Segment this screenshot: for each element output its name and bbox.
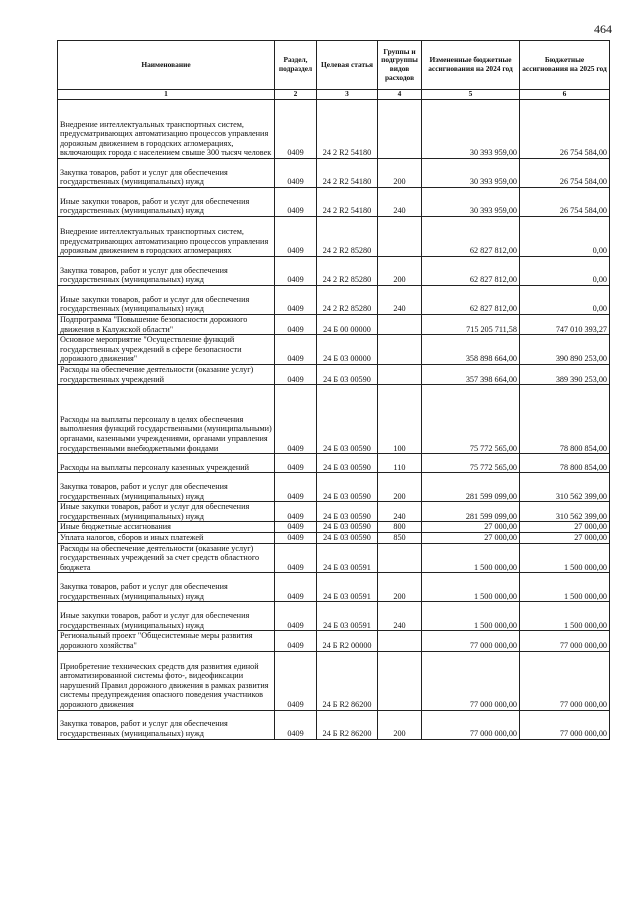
row-budget2025: 0,00 — [520, 286, 610, 315]
row-target: 24 2 R2 54180 — [317, 100, 378, 159]
row-amended: 62 827 812,00 — [422, 257, 520, 286]
row-budget2025: 310 562 399,00 — [520, 473, 610, 502]
row-target: 24 Б 03 00590 — [317, 454, 378, 473]
row-budget2025: 747 010 393,27 — [520, 315, 610, 335]
row-section: 0409 — [275, 188, 317, 217]
row-group: 200 — [378, 257, 422, 286]
header-section: Раздел, подраздел — [275, 41, 317, 90]
row-group: 200 — [378, 473, 422, 502]
row-name: Иные закупки товаров, работ и услуг для обеспечения государственных (муниципальных) нужд — [58, 286, 275, 315]
table-row — [58, 315, 610, 335]
row-group — [378, 100, 422, 159]
row-name: Иные закупки товаров, работ и услуг для обеспечения государственных (муниципальных) нужд — [58, 602, 275, 631]
row-amended: 75 772 565,00 — [422, 454, 520, 473]
column-number: 6 — [520, 90, 610, 100]
row-group: 850 — [378, 532, 422, 543]
row-amended: 62 827 812,00 — [422, 217, 520, 257]
row-section: 0409 — [275, 159, 317, 188]
row-budget2025: 27 000,00 — [520, 532, 610, 543]
row-name: Закупка товаров, работ и услуг для обеспечения государственных (муниципальных) нужд — [58, 159, 275, 188]
header-amended: Измененные бюджетные ассигнования на 2024 год — [422, 41, 520, 90]
row-name: Иные закупки товаров, работ и услуг для обеспечения государственных (муниципальных) нужд — [58, 502, 275, 522]
row-budget2025: 27 000,00 — [520, 522, 610, 533]
row-group: 200 — [378, 710, 422, 739]
row-name: Внедрение интеллектуальных транспортных систем, предусматривающих автоматизацию процессов управления дорожным движением в городских агломерациях, включающих города с населением свыше 300 тысяч человек — [58, 100, 275, 159]
row-name: Внедрение интеллектуальных транспортных систем, предусматривающих автоматизацию процессов управления дорожным движением в городских агломерациях — [58, 217, 275, 257]
table-row — [58, 532, 610, 543]
row-amended: 30 393 959,00 — [422, 188, 520, 217]
header-target: Целевая статья — [317, 41, 378, 90]
row-amended: 77 000 000,00 — [422, 651, 520, 710]
row-amended: 77 000 000,00 — [422, 710, 520, 739]
row-section: 0409 — [275, 473, 317, 502]
row-group: 240 — [378, 602, 422, 631]
column-number: 5 — [422, 90, 520, 100]
table-row — [58, 335, 610, 365]
row-name: Приобретение технических средств для развития единой автоматизированной системы фото-, видеофиксации нарушений Правил дорожного движения в рамках развития системы предупреждения опасного поведения участников дорожного движения — [58, 651, 275, 710]
table-row — [58, 364, 610, 384]
header-name: Наименование — [58, 41, 275, 90]
row-target: 24 2 R2 54180 — [317, 159, 378, 188]
row-name: Закупка товаров, работ и услуг для обеспечения государственных (муниципальных) нужд — [58, 473, 275, 502]
row-target: 24 Б 03 00000 — [317, 335, 378, 365]
row-budget2025: 26 754 584,00 — [520, 100, 610, 159]
row-target: 24 2 R2 85280 — [317, 286, 378, 315]
row-group: 240 — [378, 502, 422, 522]
row-budget2025: 389 390 253,00 — [520, 364, 610, 384]
row-group — [378, 631, 422, 651]
row-group — [378, 543, 422, 573]
row-target: 24 Б 03 00590 — [317, 502, 378, 522]
row-group: 110 — [378, 454, 422, 473]
row-section: 0409 — [275, 257, 317, 286]
row-group: 240 — [378, 286, 422, 315]
row-target: 24 Б R2 86200 — [317, 651, 378, 710]
budget-table — [57, 40, 610, 740]
row-name: Расходы на выплаты персоналу казенных учреждений — [58, 454, 275, 473]
table-row — [58, 159, 610, 188]
row-group — [378, 364, 422, 384]
header-budget2025: Бюджетные ассигнования на 2025 год — [520, 41, 610, 90]
table-row — [58, 710, 610, 739]
row-name: Расходы на обеспечение деятельности (оказание услуг) государственных учреждений за счет средств областного бюджета — [58, 543, 275, 573]
column-number-row — [58, 90, 610, 100]
row-budget2025: 77 000 000,00 — [520, 651, 610, 710]
row-name: Закупка товаров, работ и услуг для обеспечения государственных (муниципальных) нужд — [58, 257, 275, 286]
row-section: 0409 — [275, 315, 317, 335]
row-section: 0409 — [275, 335, 317, 365]
row-group — [378, 335, 422, 365]
row-budget2025: 78 800 854,00 — [520, 454, 610, 473]
row-amended: 357 398 664,00 — [422, 364, 520, 384]
row-budget2025: 310 562 399,00 — [520, 502, 610, 522]
table-row — [58, 543, 610, 573]
row-group: 800 — [378, 522, 422, 533]
row-group: 200 — [378, 159, 422, 188]
row-amended: 1 500 000,00 — [422, 543, 520, 573]
row-target: 24 Б 03 00591 — [317, 573, 378, 602]
row-section: 0409 — [275, 522, 317, 533]
row-name: Расходы на обеспечение деятельности (оказание услуг) государственных учреждений — [58, 364, 275, 384]
row-section: 0409 — [275, 364, 317, 384]
row-group: 200 — [378, 573, 422, 602]
row-section: 0409 — [275, 100, 317, 159]
row-amended: 281 599 099,00 — [422, 502, 520, 522]
row-section: 0409 — [275, 651, 317, 710]
row-target: 24 Б 03 00590 — [317, 364, 378, 384]
table-row — [58, 188, 610, 217]
page-number: 464 — [594, 22, 612, 36]
row-target: 24 2 R2 54180 — [317, 188, 378, 217]
row-amended: 77 000 000,00 — [422, 631, 520, 651]
row-name: Региональный проект "Общесистемные меры развития дорожного хозяйства" — [58, 631, 275, 651]
table-row — [58, 257, 610, 286]
row-name: Закупка товаров, работ и услуг для обеспечения государственных (муниципальных) нужд — [58, 710, 275, 739]
row-group — [378, 217, 422, 257]
row-budget2025: 390 890 253,00 — [520, 335, 610, 365]
table-row — [58, 473, 610, 502]
row-name: Основное мероприятие "Осуществление функций государственных учреждений в сфере безопасности дорожного движения" — [58, 335, 275, 365]
row-target: 24 Б 03 00590 — [317, 532, 378, 543]
row-group: 240 — [378, 188, 422, 217]
table-row — [58, 286, 610, 315]
row-section: 0409 — [275, 532, 317, 543]
row-section: 0409 — [275, 502, 317, 522]
row-target: 24 Б 03 00591 — [317, 543, 378, 573]
row-amended: 715 205 711,58 — [422, 315, 520, 335]
row-amended: 281 599 099,00 — [422, 473, 520, 502]
row-name: Иные закупки товаров, работ и услуг для обеспечения государственных (муниципальных) нужд — [58, 188, 275, 217]
row-section: 0409 — [275, 543, 317, 573]
row-section: 0409 — [275, 217, 317, 257]
table-row — [58, 631, 610, 651]
row-amended: 75 772 565,00 — [422, 385, 520, 454]
row-name: Иные бюджетные ассигнования — [58, 522, 275, 533]
row-target: 24 Б 00 00000 — [317, 315, 378, 335]
row-amended: 1 500 000,00 — [422, 573, 520, 602]
row-section: 0409 — [275, 454, 317, 473]
row-target: 24 2 R2 85280 — [317, 257, 378, 286]
row-target: 24 2 R2 85280 — [317, 217, 378, 257]
header-row — [58, 41, 610, 90]
row-target: 24 Б 03 00590 — [317, 522, 378, 533]
row-amended: 62 827 812,00 — [422, 286, 520, 315]
row-name: Расходы на выплаты персоналу в целях обеспечения выполнения функций государственными (муниципальными) органами, казенными учреждениями, органами управления государственными внебюджетными фондами — [58, 385, 275, 454]
row-target: 24 Б 03 00591 — [317, 602, 378, 631]
row-amended: 30 393 959,00 — [422, 100, 520, 159]
row-budget2025: 77 000 000,00 — [520, 631, 610, 651]
row-target: 24 Б R2 00000 — [317, 631, 378, 651]
row-name: Подпрограмма "Повышение безопасности дорожного движения в Калужской области" — [58, 315, 275, 335]
row-amended: 27 000,00 — [422, 532, 520, 543]
table-row — [58, 651, 610, 710]
row-name: Уплата налогов, сборов и иных платежей — [58, 532, 275, 543]
row-budget2025: 26 754 584,00 — [520, 188, 610, 217]
row-section: 0409 — [275, 286, 317, 315]
row-budget2025: 26 754 584,00 — [520, 159, 610, 188]
row-amended: 1 500 000,00 — [422, 602, 520, 631]
row-budget2025: 77 000 000,00 — [520, 710, 610, 739]
table-row — [58, 454, 610, 473]
table-row — [58, 100, 610, 159]
table-row — [58, 217, 610, 257]
row-section: 0409 — [275, 573, 317, 602]
row-budget2025: 1 500 000,00 — [520, 543, 610, 573]
column-number: 3 — [317, 90, 378, 100]
row-name: Закупка товаров, работ и услуг для обеспечения государственных (муниципальных) нужд — [58, 573, 275, 602]
header-groups: Группы и подгруппы видов расходов — [378, 41, 422, 90]
row-target: 24 Б R2 86200 — [317, 710, 378, 739]
row-budget2025: 78 800 854,00 — [520, 385, 610, 454]
row-group: 100 — [378, 385, 422, 454]
row-budget2025: 1 500 000,00 — [520, 602, 610, 631]
row-group — [378, 651, 422, 710]
table-row — [58, 602, 610, 631]
row-budget2025: 1 500 000,00 — [520, 573, 610, 602]
row-budget2025: 0,00 — [520, 257, 610, 286]
row-amended: 30 393 959,00 — [422, 159, 520, 188]
row-amended: 358 898 664,00 — [422, 335, 520, 365]
row-target: 24 Б 03 00590 — [317, 385, 378, 454]
row-section: 0409 — [275, 602, 317, 631]
row-section: 0409 — [275, 385, 317, 454]
column-number: 4 — [378, 90, 422, 100]
row-budget2025: 0,00 — [520, 217, 610, 257]
row-target: 24 Б 03 00590 — [317, 473, 378, 502]
row-group — [378, 315, 422, 335]
table-row — [58, 522, 610, 533]
table-row — [58, 385, 610, 454]
row-amended: 27 000,00 — [422, 522, 520, 533]
row-section: 0409 — [275, 710, 317, 739]
table-row — [58, 502, 610, 522]
column-number: 1 — [58, 90, 275, 100]
table-row — [58, 573, 610, 602]
column-number: 2 — [275, 90, 317, 100]
row-section: 0409 — [275, 631, 317, 651]
